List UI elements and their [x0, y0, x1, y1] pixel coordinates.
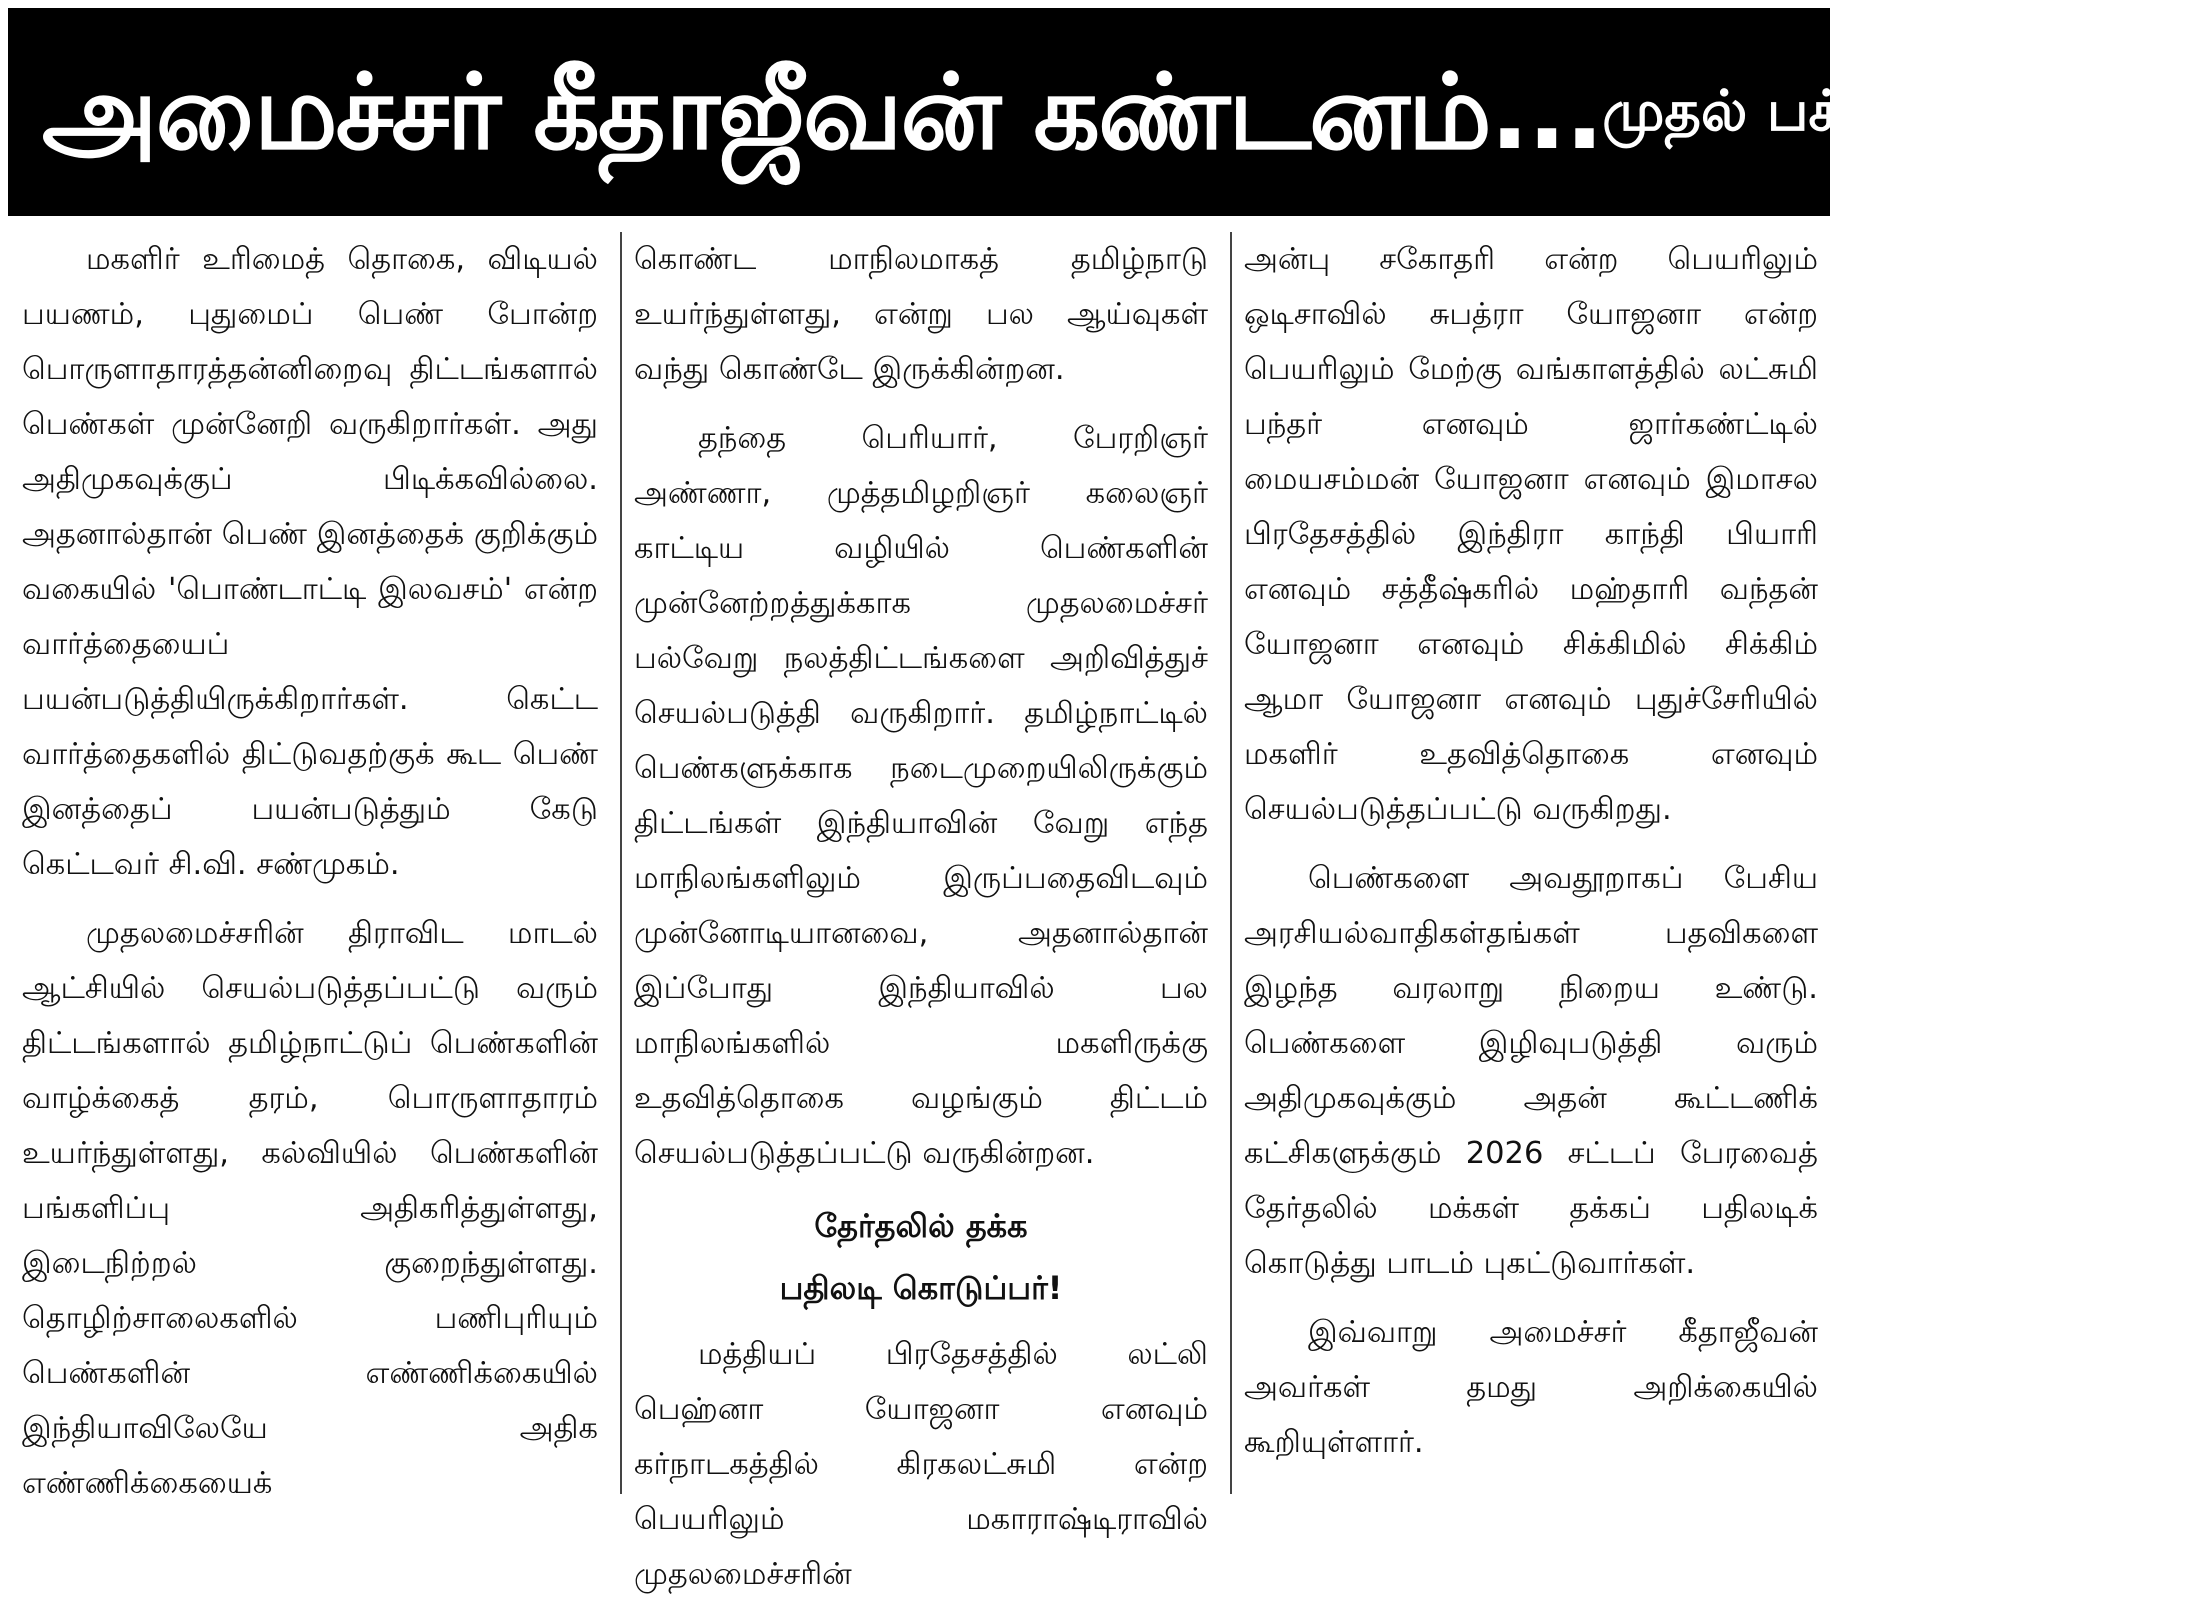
- subheading: [634, 1195, 1208, 1319]
- paragraph: முதலமைச்சரின் திராவிட மாடல் ஆட்சியில் செயல்படுத்தப்பட்டு வரும் திட்டங்களால் தமிழ்நாட்டுப் பெண்களின் வாழ்க்கைத் தரம், பொருளாதாரம் உயர்ந்துள்ளது, கல்வியில் பெண்களின் பங்களிப்பு அதிகரித்துள்ளது, இடைநிற்றல் குறைந்துள்ளது. தொழிற்சாலைகளில் பணிபுரியும் பெண்களின் எண்ணிக்கையில் இந்தியாவிலேயே அதிக எண்ணிக்கையைக்: [22, 916, 598, 1501]
- paragraph: தந்தை பெரியார், பேரறிஞர் அண்ணா, முத்தமிழறிஞர் கலைஞர் காட்டிய வழியில் பெண்களின் முன்னேற்றத்துக்காக முதலமைச்சர் பல்வேறு நலத்திட்டங்களை அறிவித்துச் செயல்படுத்தி வருகிறார். தமிழ்நாட்டில் பெண்களுக்காக நடைமுறையிலிருக்கும் திட்டங்கள் இந்தியாவின் வேறு எந்த மாநிலங்களிலும் இருப்பதைவிடவும் முன்னோடியானவை, அதனால்தான் இப்போது இந்தியாவில் பல மாநிலங்களில் மகளிருக்கு உதவித்தொகை வழங்கும் திட்டம் செயல்படுத்தப்பட்டு வருகின்றன.: [634, 421, 1208, 1171]
- continuation-label: முதல் பக்கத் தொடர்ச்சி: [1602, 79, 2194, 144]
- article-column-2: [620, 232, 1220, 1592]
- subheading-line-1: தேர்தலில் தக்க: [814, 1207, 1028, 1245]
- article-column-1: [10, 232, 610, 1501]
- headline-banner: [8, 8, 2194, 216]
- paragraph: பெண்களை அவதூறாகப் பேசிய அரசியல்வாதிகள்தங்கள் பதவிகளை இழந்த வரலாறு நிறைய உண்டு. பெண்களை இழிவுபடுத்தி வரும் அதிமுகவுக்கும் அதன் கூட்டணிக் கட்சிகளுக்கும் 2026 சட்டப் பேரவைத் தேர்தலில் மக்கள் தக்கப் பதிலடிக் கொடுத்து பாடம் புகட்டுவார்கள்.: [1244, 861, 1818, 1281]
- paragraph: கொண்ட மாநிலமாகத் தமிழ்நாடு உயர்ந்துள்ளது, என்று பல ஆய்வுகள் வந்து கொண்டே இருக்கின்றன.: [634, 242, 1208, 387]
- paragraph: மத்தியப் பிரதேசத்தில் லட்லி பெஹ்னா யோஜனா எனவும் கர்நாடகத்தில் கிரகலட்சுமி என்ற பெயரிலும் மகாராஷ்டிராவில் முதலமைச்சரின்: [634, 1337, 1208, 1592]
- headline-title: அமைச்சர் கீதாஜீவன் கண்டனம்...: [42, 51, 1603, 173]
- paragraph: அன்பு சகோதரி என்ற பெயரிலும் ஒடிசாவில் சுபத்ரா யோஜனா என்ற பெயரிலும் மேற்கு வங்காளத்தில் லட்சுமி பந்தர் எனவும் ஜார்கண்ட்டில் மையசம்மன் யோஜனா எனவும் இமாசல பிரதேசத்தில் இந்திரா காந்தி பியாரி எனவும் சத்தீஷ்கரில் மஹ்தாரி வந்தன் யோஜனா எனவும் சிக்கிமில் சிக்கிம் ஆமா யோஜனா எனவும் புதுச்சேரியில் மகளிர் உதவித்தொகை எனவும் செயல்படுத்தப்பட்டு வருகிறது.: [1244, 242, 1818, 827]
- paragraph: இவ்வாறு அமைச்சர் கீதாஜீவன் அவர்கள் தமது அறிக்கையில் கூறியுள்ளார்.: [1244, 1315, 1818, 1460]
- subheading-line-2: பதிலடி கொடுப்பர்!: [779, 1269, 1063, 1307]
- article-column-3: [1230, 232, 1830, 1494]
- paragraph: மகளிர் உரிமைத் தொகை, விடியல் பயணம், புதுமைப் பெண் போன்ற பொருளாதாரத்தன்னிறைவு திட்டங்களால் பெண்கள் முன்னேறி வருகிறார்கள். அது அதிமுகவுக்குப் பிடிக்கவில்லை. அதனால்தான் பெண் இனத்தைக் குறிக்கும் வகையில் 'பொண்டாட்டி இலவசம்' என்ற வார்த்தையைப் பயன்படுத்தியிருக்கிறார்கள். கெட்ட வார்த்தைகளில் திட்டுவதற்குக் கூட பெண் இனத்தைப் பயன்படுத்தும் கேடு கெட்டவர் சி.வி. சண்முகம்.: [22, 242, 598, 882]
- article-columns: [10, 232, 1830, 1592]
